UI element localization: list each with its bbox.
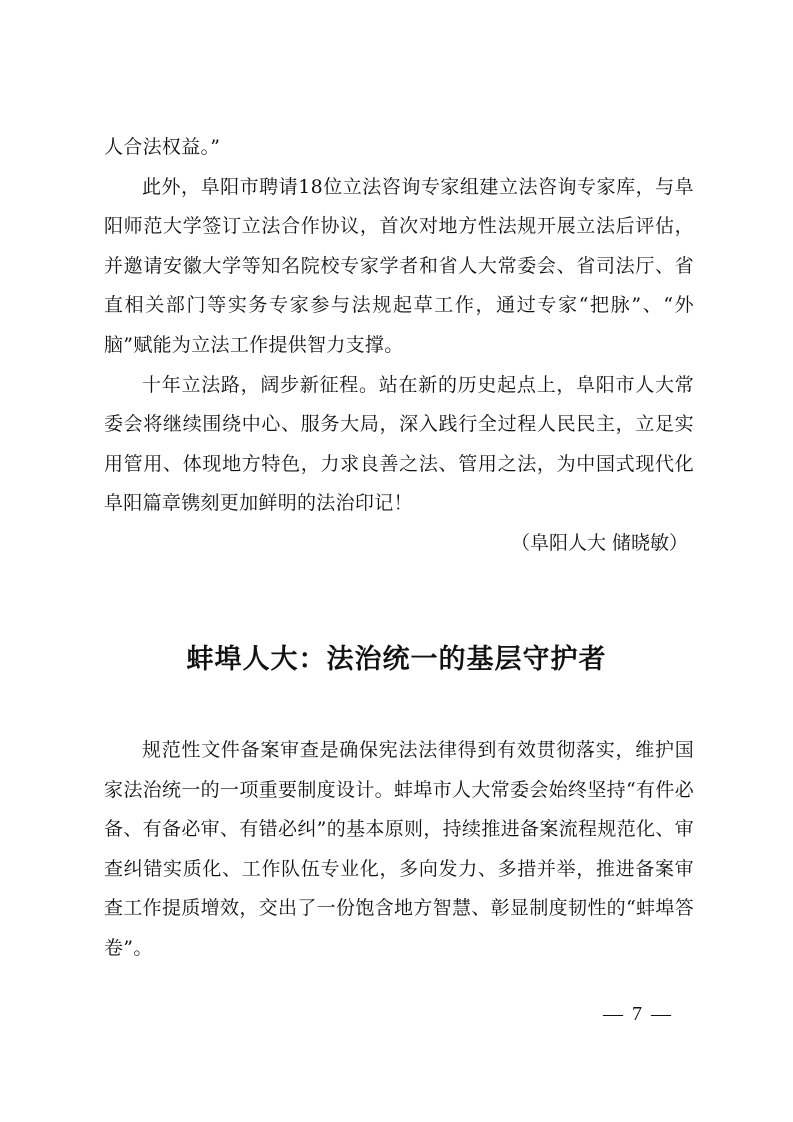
article-fuyang-continuation — [104, 128, 694, 564]
article-bengbu — [104, 731, 694, 969]
paragraph-expert-pool: 此外，阜阳市聘请18位立法咨询专家组建立法咨询专家库，与阜阳师范大学签订立法合作协议，首次对地方性法规开展立法后评估，并邀请安徽大学等知名院校专家学者和省人大常委会、省司法厅、省直相关部门等实务专家参与法规起草工作，通过专家“把脉”、“外脑”赋能为立法工作提供智力支撑。 — [104, 175, 694, 356]
paragraph-continuation: 人合法权益。” — [104, 136, 221, 158]
article-title: 蚌埠人大：法治统一的基层守护者 — [186, 644, 607, 675]
page-number: — 7 — — [603, 1003, 673, 1025]
author-byline: （阜阳人大 储晓敏） — [510, 531, 688, 554]
paragraph-intro: 规范性文件备案审查是确保宪法法律得到有效贯彻落实，维护国家法治统一的一项重要制度设计。蚌埠市人大常委会始终坚持“有件必备、有备必审、有错必纠”的基本原则，持续推进备案流程规范化、审查纠错实质化、工作队伍专业化，多向发力、多措并举，推进备案审查工作提质增效，交出了一份饱含地方智慧、彰显制度韧性的“蚌埠答卷”。 — [104, 739, 694, 959]
paragraph-outlook: 十年立法路，阔步新征程。站在新的历史起点上，阜阳市人大常委会将继续围绕中心、服务大局，深入践行全过程人民民主，立足实用管用、体现地方特色，力求良善之法、管用之法，为中国式现代化阜阳篇章镌刻更加鲜明的法治印记！ — [104, 373, 694, 515]
